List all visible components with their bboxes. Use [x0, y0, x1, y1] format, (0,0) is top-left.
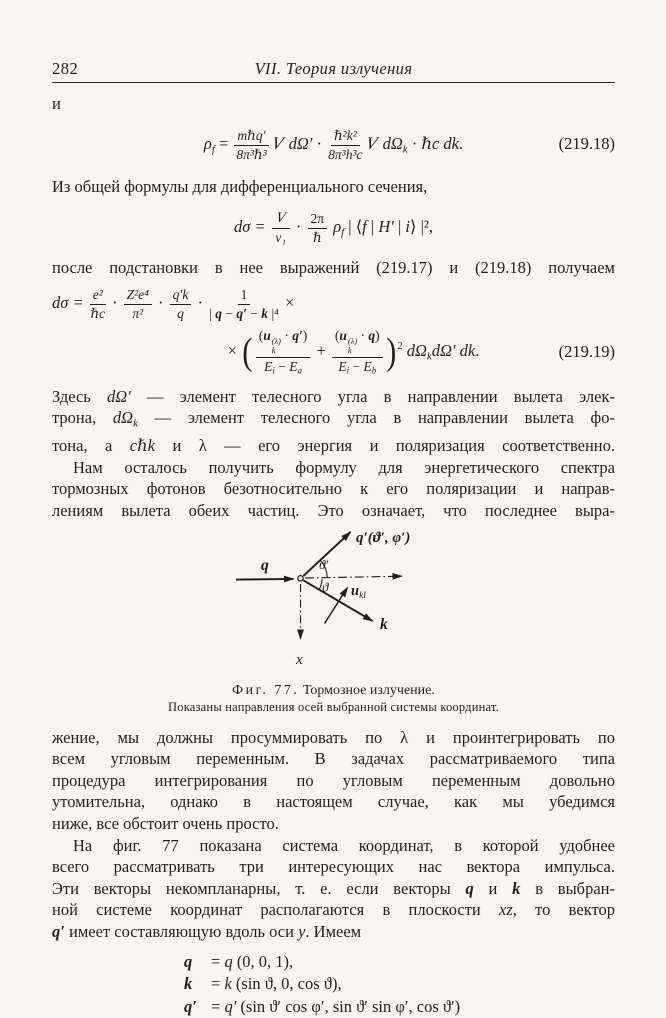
fraction: $\frac{V}{\text{v₁}}$ — [272, 210, 290, 246]
q-vector-arrow — [236, 578, 294, 579]
theta-prime-angle-label: ϑ′ — [319, 556, 329, 572]
equation-body: dσ = $\frac{V}{\text{v₁}}$ · $\frac{2\pi}{\text{ℏ}}$ ρf | ⟨f | H′ | i⟩ |², — [234, 210, 433, 246]
equation-body: dσ = $\frac{\text{e²}}{\text{ℏc}}$ · $\frac{\text{Z²e⁴}}{\text{π²}}$ · $\frac{q'k}{q}$ · $\frac{1}{\text{| q − q′ − k |⁴}}$ × — [52, 286, 295, 321]
fraction: $\frac{\text{mℏq′}}{\text{8π³ℏ³}}$ — [236, 127, 267, 162]
figure-diagram — [228, 522, 468, 674]
equation-q: q = q (0, 0, 1), — [184, 951, 294, 971]
equation-k: k = k (sin ϑ, 0, cos ϑ), — [184, 974, 342, 994]
text-line: тормозных фотонов безотносительно к его поляризации и направ- — [52, 479, 615, 499]
page-header — [52, 58, 615, 83]
text-line: процедура интегрирования по угловым переменным довольно — [52, 770, 615, 790]
text-line: q′ имеет составляющую вдоль оси y. Имеем — [52, 921, 362, 941]
equation-219-19-line2 — [52, 328, 615, 376]
text-line: трона, dΩk — элемент телесного угла в направлении вылета фо- — [52, 408, 615, 430]
text-line: жение, мы должны просуммировать по λ и проинтегрировать по — [52, 727, 615, 747]
vertex-point — [298, 575, 303, 580]
text-line: Нам осталось получить формулу для энергетического спектра — [73, 457, 615, 477]
text-line: всего рассматривать три интересующих нас вектора импульса. — [52, 857, 615, 877]
fraction: $\frac{\text{ℏ²k²}}{\text{8π³h³c}}$ — [328, 127, 363, 162]
text-line: Из общей формулы для дифференциального сечения, — [52, 176, 428, 196]
paragraph-2 — [52, 457, 615, 522]
figure-caption-subtitle: Показаны направления осей выбранной системы координат. — [168, 699, 499, 714]
text-line: всем угловым переменным. В задачах рассматриваемого типа — [52, 749, 615, 769]
equation-body: ρf = $\frac{\text{mℏq′}}{\text{8π³ℏ³}}$ V dΩ′ · $\frac{\text{ℏ²k²}}{\text{8π³h³c}}$ V dΩk · ℏc dk. — [203, 127, 464, 162]
equation-q-prime: q′ = q′ (sin ϑ′ cos φ′, sin ϑ′ sin φ′, cos ϑ′) — [184, 996, 461, 1016]
figure-caption-label: Фиг. 77. — [232, 682, 300, 698]
figure-caption-title: Тормозное излучение. — [302, 682, 435, 698]
text-line: тона, а cℏk и λ — его энергия и поляризация соответственно. — [52, 436, 615, 456]
equation-219-18 — [52, 119, 615, 170]
fraction: (u (λ) k · q) Ei − Eb — [332, 328, 383, 376]
k-vector-label: k — [380, 615, 388, 633]
text-line: утомительна, однако в настоящем случае, как мы убедимся — [52, 792, 615, 812]
fraction: $\frac{2\pi}{\text{ℏ}}$ — [308, 211, 328, 246]
fraction: $\frac{\text{Z²e⁴}}{\text{π²}}$ — [124, 287, 152, 322]
equation-number: (219.18) — [558, 134, 615, 154]
text-line: лениям вылета обеих частиц. Это означает, что последнее выра- — [52, 501, 615, 520]
text-line: после подстановки в нее выражений (219.17) и (219.18) получаем — [52, 258, 615, 278]
x-axis-label: x — [296, 651, 303, 668]
fraction: $\frac{1}{\text{| q − q′ − k |⁴}}$ — [209, 286, 279, 321]
connector-word: и — [52, 94, 61, 113]
text-line: ной системе координат располагаются в плоскости xz, то вектор — [52, 900, 615, 920]
text-line: Эти векторы некомпланарны, т. е. если векторы q и k в выбран- — [52, 878, 615, 898]
text-line: ниже, все обстоит очень просто. — [52, 813, 279, 833]
running-title: VII. Теория излучения — [254, 59, 413, 78]
text-line: Здесь dΩ′ — элемент телесного угла в направлении вылета элек- — [52, 386, 615, 406]
figure-caption — [52, 683, 615, 699]
paragraph-4 — [52, 835, 615, 943]
coordinate-equations — [184, 951, 615, 1018]
u-kl-vector-label: $u_{kl}$ — [351, 582, 366, 601]
equation-body: × ( (u (λ) k · q′) Ei − Ea + (u (λ) k · q) Ei − Eb )$^2$ dΩkdΩ′ dk. — [227, 327, 480, 376]
equation-219-19-line1 — [52, 287, 615, 322]
z-axis-dashdot-line — [305, 576, 402, 578]
equation-number: (219.19) — [558, 341, 615, 361]
q-vector-label: q — [261, 556, 269, 574]
q-prime-vector-label: q′(ϑ′, φ′) — [356, 529, 411, 546]
text-line: На фиг. 77 показана система координат, в которой удобнее — [73, 835, 615, 855]
fraction: $\frac{\text{e²}}{\text{ℏc}}$ — [90, 286, 106, 321]
page-number: 282 — [52, 59, 79, 78]
paragraph-3 — [52, 727, 615, 835]
fraction: $\frac{q'k}{q}$ — [170, 287, 192, 322]
equation-dsigma — [52, 201, 615, 253]
paragraph-1 — [52, 386, 615, 457]
theta-angle-label: ϑ — [322, 579, 329, 595]
fraction: (u (λ) k · q′) Ei − Ea — [256, 328, 311, 376]
figure-77 — [228, 522, 615, 679]
